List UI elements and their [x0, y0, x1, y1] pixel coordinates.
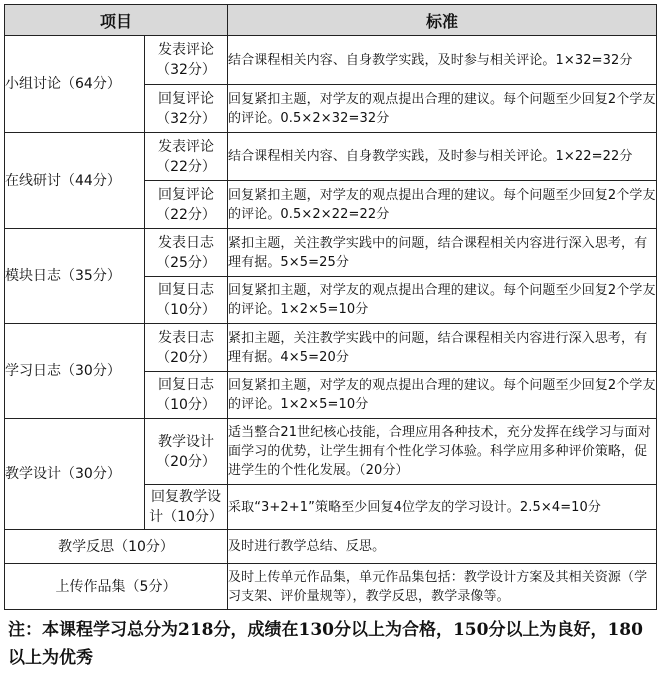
table-row — [5, 530, 657, 564]
sub-item: 回复评论 （32分） — [145, 85, 228, 133]
standard-text: 回复紧扣主题，对学友的观点提出合理的建议。每个问题至少回复2个学友的评论。0.5×2×22=22分 — [228, 181, 657, 229]
table-row — [5, 133, 657, 181]
standard-text: 紧扣主题，关注教学实践中的问题，结合课程相关内容进行深入思考，有理有据。4×5=20分 — [228, 324, 657, 372]
category-teaching-reflection: 教学反思（10分） — [5, 530, 228, 564]
sub-item: 教学设计 （20分） — [145, 419, 228, 485]
table-row — [5, 36, 657, 85]
standard-text: 及时上传单元作品集，单元作品集包括：教学设计方案及其相关资源（学习支架、评价量规等），教学反思，教学录像等。 — [228, 564, 657, 610]
score-note: 注：本课程学习总分为218分，成绩在130分以上为合格，150分以上为良好，180以上为优秀 — [8, 620, 643, 668]
standard-text: 结合课程相关内容、自身教学实践，及时参与相关评论。1×32=32分 — [228, 36, 657, 85]
table-row — [5, 419, 657, 485]
sub-item: 回复日志 （10分） — [145, 372, 228, 419]
sub-item: 发表日志 （25分） — [145, 229, 228, 277]
category-portfolio-upload: 上传作品集（5分） — [5, 564, 228, 610]
standard-text: 回复紧扣主题，对学友的观点提出合理的建议。每个问题至少回复2个学友的评论。1×2×5=10分 — [228, 277, 657, 324]
category-online-discussion: 在线研讨（44分） — [5, 133, 145, 229]
table-row — [5, 324, 657, 372]
sub-item: 发表评论 （32分） — [145, 36, 228, 85]
sub-item: 回复日志 （10分） — [145, 277, 228, 324]
standard-text: 紧扣主题，关注教学实践中的问题，结合课程相关内容进行深入思考，有理有据。5×5=25分 — [228, 229, 657, 277]
sub-item: 回复教学设 计（10分） — [145, 485, 228, 530]
header-standard: 标准 — [228, 5, 657, 36]
header-item: 项目 — [5, 5, 228, 36]
category-teaching-design: 教学设计（30分） — [5, 419, 145, 530]
category-group-discussion: 小组讨论（64分） — [5, 36, 145, 133]
standard-text: 结合课程相关内容、自身教学实践，及时参与相关评论。1×22=22分 — [228, 133, 657, 181]
sub-item: 发表评论 （22分） — [145, 133, 228, 181]
standard-text: 适当整合21世纪核心技能，合理应用各种技术，充分发挥在线学习与面对面学习的优势，让学生拥有个性化学习体验。科学应用多种评价策略，促进学生的个性化发展。（20分） — [228, 419, 657, 485]
standard-text: 回复紧扣主题，对学友的观点提出合理的建议。每个问题至少回复2个学友的评论。0.5×2×32=32分 — [228, 85, 657, 133]
sub-item: 回复评论 （22分） — [145, 181, 228, 229]
standard-text: 采取“3+2+1”策略至少回复4位学友的学习设计。2.5×4=10分 — [228, 485, 657, 530]
table-row — [5, 564, 657, 610]
category-module-log: 模块日志（35分） — [5, 229, 145, 324]
sub-item: 发表日志 （20分） — [145, 324, 228, 372]
header-row — [5, 5, 657, 36]
standard-text: 回复紧扣主题，对学友的观点提出合理的建议。每个问题至少回复2个学友的评论。1×2×5=10分 — [228, 372, 657, 419]
grading-table — [4, 4, 657, 610]
standard-text: 及时进行教学总结、反思。 — [228, 530, 657, 564]
category-study-log: 学习日志（30分） — [5, 324, 145, 419]
table-row — [5, 229, 657, 277]
